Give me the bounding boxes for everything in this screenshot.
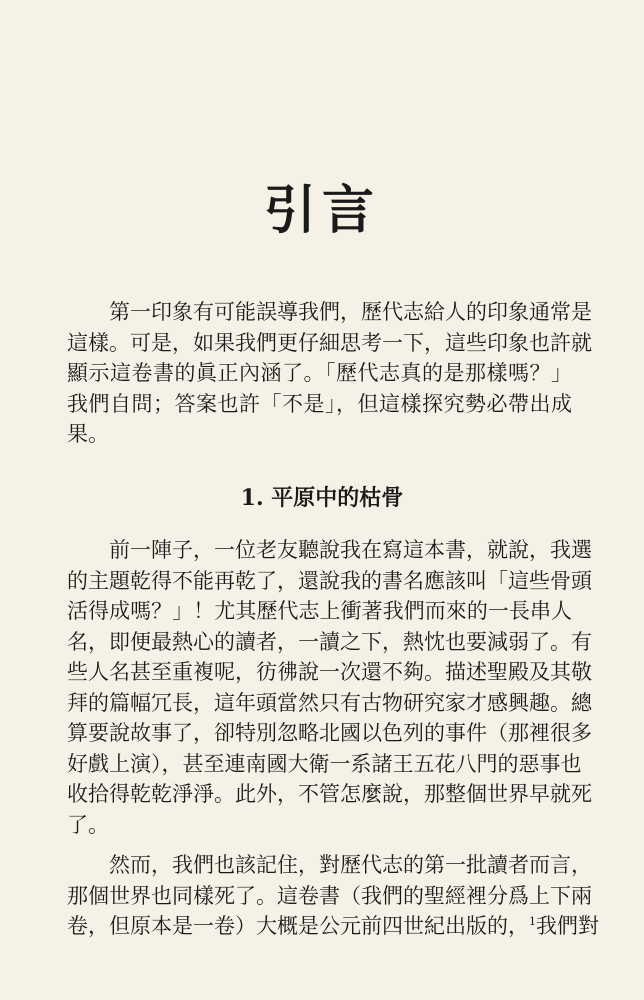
text-fragment: 我們對	[536, 914, 599, 938]
section-heading: 1. 平原中的枯骨	[240, 485, 404, 511]
text-line: 算要說故事了，卻特別忽略北國以色列的事件（那裡很多	[67, 721, 592, 745]
text-line: 拜的篇幅冗長，這年頭當然只有古物研究家才感興趣。總	[67, 690, 592, 715]
text-line: 活得成嗎？」！尤其歷代志上衝著我們而來的一長串人	[67, 599, 572, 623]
text-line: 收拾得乾乾淨淨。此外，不管怎麼說，那整個世界早就死	[67, 782, 592, 806]
text-line: 第一印象有可能誤導我們，歷代志給人的印象通常是	[109, 300, 592, 324]
text-line: 我們自問；答案也許「不是」，但這樣探究勢必帶出成	[67, 391, 572, 416]
text-line: 這樣。可是，如果我們更仔細思考一下，這些印象也許就	[67, 330, 592, 355]
text-line: 些人名甚至重複呢，彷彿說一次還不夠。描述聖殿及其敬	[67, 660, 592, 684]
section-paragraph-1	[67, 535, 592, 840]
text-line: 名，即便最熱心的讀者，一讀之下，熱忱也要減弱了。有	[67, 629, 592, 654]
text-line: 然而，我們也該記住，對歷代志的第一批讀者而言，	[109, 853, 592, 877]
text-line: 顯示這卷書的眞正內涵了。「歷代志真的是那樣嗎？」	[67, 361, 572, 385]
section-paragraph-2	[67, 850, 599, 942]
text-line: 前一陣子，一位老友聽說我在寫這本書，就說，我選	[109, 538, 592, 562]
text-line: 果。	[67, 422, 109, 446]
text-line: 的主題乾得不能再乾了，還說我的書名應該叫「這些骨頭	[67, 568, 592, 593]
text-line: 好戲上演），甚至連南國大衛一系諸王五花八門的惡事也	[67, 751, 582, 776]
text-line	[67, 911, 599, 942]
chapter-title: 引言	[263, 181, 380, 241]
text-line: 那個世界也同樣死了。這卷書（我們的聖經裡分爲上下兩	[67, 883, 592, 908]
text-fragment: 卷，但原本是一卷）大概是公元前四世紀出版的，	[67, 914, 529, 938]
text-line: 了。	[67, 812, 109, 837]
footnote-marker: 1	[529, 915, 536, 928]
intro-paragraph	[67, 297, 592, 450]
